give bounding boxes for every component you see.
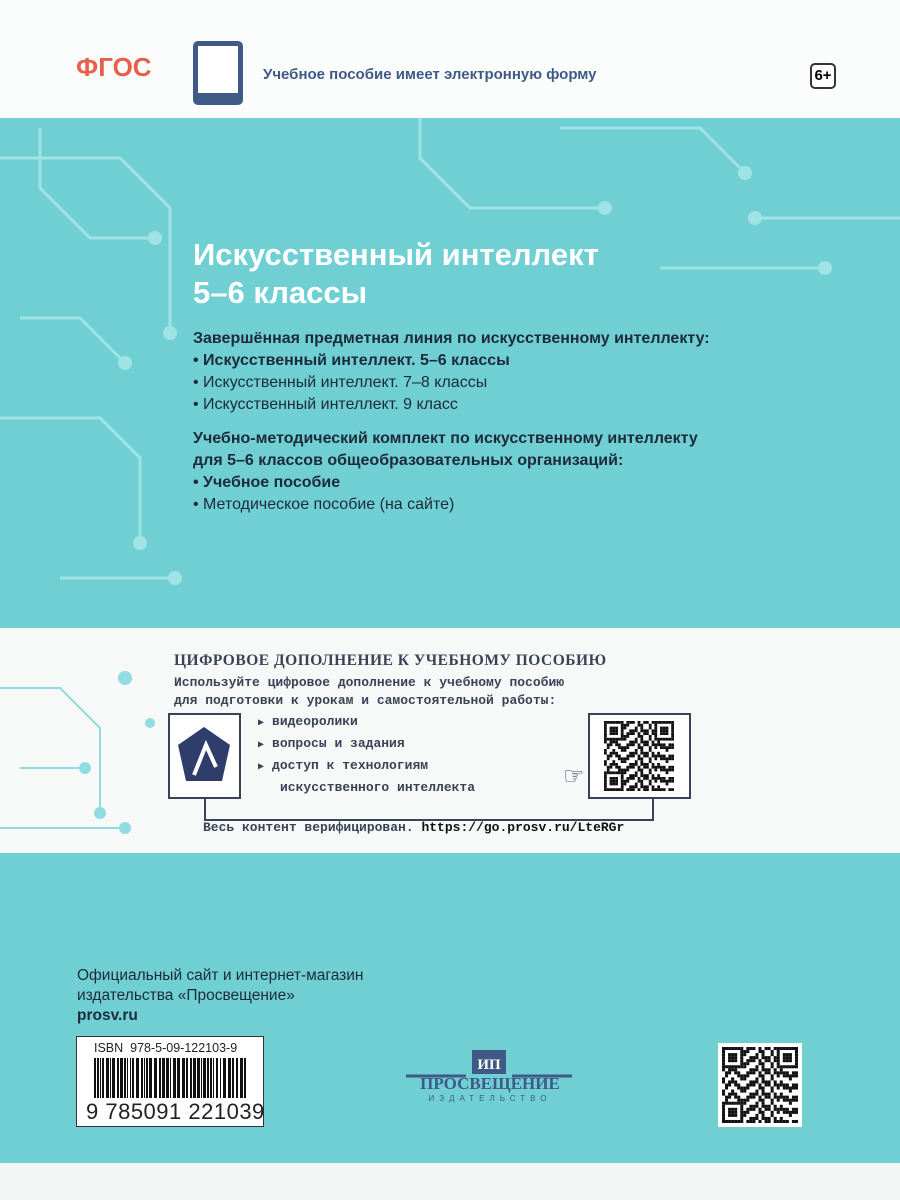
digital-features-list: ▶ видеоролики ▶ вопросы и задания ▶ доступ к технологиям искусственного интеллекта <box>258 714 476 795</box>
series-heading: Завершённая предметная линия по искусственному интеллекту: <box>193 330 710 347</box>
prosveshchenie-logo <box>400 1048 580 1103</box>
isbn-text: ISBN 978-5-09-122103-9 <box>94 1041 238 1055</box>
app-logo-box <box>168 713 241 799</box>
kit-heading: Учебно-методический комплект по искусственному интеллекту <box>193 430 698 447</box>
publisher-emblem-icon <box>400 1048 580 1078</box>
digital-subtitle: Используйте цифровое дополнение к учебному пособию для подготовки к урокам и самостоятельной работы: <box>174 675 565 708</box>
kit-list: Учебно-методический комплект по искусственному интеллекту для 5–6 классов общеобразовательных организаций: • Учебное пособие • Методическое пособие (на сайте) <box>193 430 698 513</box>
app-logo-icon <box>170 715 239 797</box>
barcode-number: 9 785091 221039 <box>86 1099 265 1124</box>
hand-pointer-icon: ☞ <box>563 763 585 790</box>
kit-heading-2: для 5–6 классов общеобразовательных организаций: <box>193 452 624 469</box>
series-list: Завершённая предметная линия по искусственному интеллекту: • Искусственный интеллект. 5–6 классы • Искусственный интеллект. 7–8 классы • Искусственный интеллект. 9 класс <box>193 330 710 413</box>
digital-url[interactable]: https://go.prosv.ru/LteRGr <box>421 820 625 835</box>
age-rating-badge: 6+ <box>810 63 836 89</box>
kit-item: Методическое пособие (на сайте) <box>203 496 455 513</box>
publisher-subtitle: ИЗДАТЕЛЬСТВО <box>428 1094 552 1103</box>
book-title <box>193 236 599 312</box>
digital-footer: Весь контент верифицирован. https://go.prosv.ru/LteRGr <box>203 820 625 835</box>
series-item: Искусственный интеллект. 7–8 классы <box>203 374 488 391</box>
site-link[interactable]: prosv.ru <box>77 1007 138 1024</box>
series-item: Искусственный интеллект. 9 класс <box>203 396 458 413</box>
qr-code-box[interactable] <box>588 713 691 799</box>
fgos-logo: ФГОС <box>76 52 152 82</box>
svg-text:ИП: ИП <box>477 1057 501 1073</box>
qr-code[interactable] <box>590 715 689 797</box>
series-item: Искусственный интеллект. 5–6 классы <box>203 352 510 369</box>
publisher-site-info: Официальный сайт и интернет-магазин издательства «Просвещение» prosv.ru <box>77 967 364 1024</box>
circuit-decoration-left <box>0 628 180 854</box>
electronic-form-note: Учебное пособие имеет электронную форму <box>263 66 597 83</box>
tablet-icon <box>193 41 243 105</box>
site-qr-code[interactable] <box>718 1043 802 1127</box>
title-line-1: Искусственный интеллект <box>193 237 599 272</box>
publisher-name: ПРОСВЕЩЕНИЕ <box>420 1074 560 1093</box>
barcode <box>92 1058 250 1102</box>
connector-line <box>204 799 654 821</box>
kit-item: Учебное пособие <box>203 474 341 491</box>
title-line-2: 5–6 классы <box>193 275 368 310</box>
digital-title: ЦИФРОВОЕ ДОПОЛНЕНИЕ К УЧЕБНОМУ ПОСОБИЮ <box>174 652 607 669</box>
